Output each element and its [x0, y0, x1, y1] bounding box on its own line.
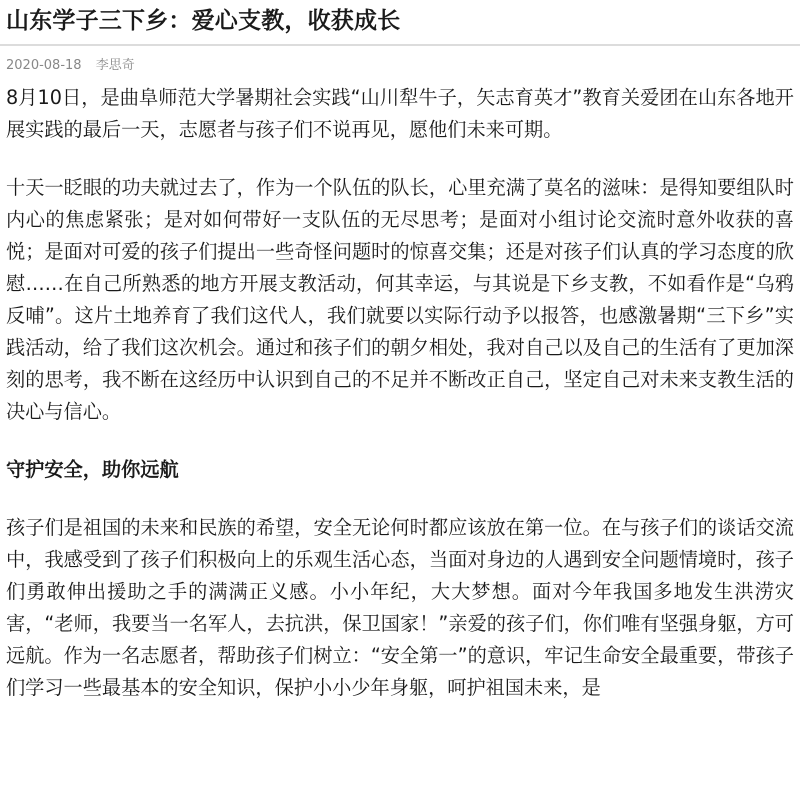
article-meta: [6, 56, 796, 76]
section-heading: 守护安全，助你远航: [6, 458, 179, 481]
section-paragraph: 孩子们是祖国的未来和民族的希望，安全无论何时都应该放在第一位。在与孩子们的谈话交流中，我感受到了孩子们积极向上的乐观生活心态，当面对身边的人遇到安全问题情境时，孩子们勇敢伸出援助之手的满满正义感。小小年纪，大大梦想。面对今年我国多地发生洪涝灾害，“老师，我要当一名军人，去抗洪，保卫国家！”亲爱的孩子们，你们唯有坚强身躯，方可远航。作为一名志愿者，帮助孩子们树立：“安全第一”的意识，牢记生命安全最重要，带孩子们学习一些最基本的安全知识，保护小小少年身躯，呵护祖国未来，是: [6, 516, 794, 699]
author-name: 李思奇: [95, 58, 135, 73]
title-divider: [0, 44, 800, 46]
article-paragraph: 8月10日，是曲阜师范大学暑期社会实践“山川犁牛子，矢志育英才”教育关爱团在山东各地开展实践的最后一天，志愿者与孩子们不说再见，愿他们未来可期。: [6, 86, 794, 141]
article-title: 山东学子三下乡：爱心支教，收获成长: [6, 8, 401, 34]
article-paragraph: 十天一眨眼的功夫就过去了，作为一个队伍的队长，心里充满了莫名的滋味：是得知要组队时内心的焦虑紧张；是对如何带好一支队伍的无尽思考；是面对小组讨论交流时意外收获的喜悦；是面对可爱的孩子们提出一些奇怪问题时的惊喜交集；还是对孩子们认真的学习态度的欣慰……在自己所熟悉的地方开展支教活动，何其幸运，与其说是下乡支教，不如看作是“乌鸦反哺”。这片土地养育了我们这代人，我们就要以实际行动予以报答，也感激暑期“三下乡”实践活动，给了我们这次机会。通过和孩子们的朝夕相处，我对自己以及自己的生活有了更加深刻的思考，我不断在这经历中认识到自己的不足并不断改正自己，坚定自己对未来支教生活的决心与信心。: [6, 176, 794, 423]
publish-date: 2020-08-18: [6, 58, 82, 73]
